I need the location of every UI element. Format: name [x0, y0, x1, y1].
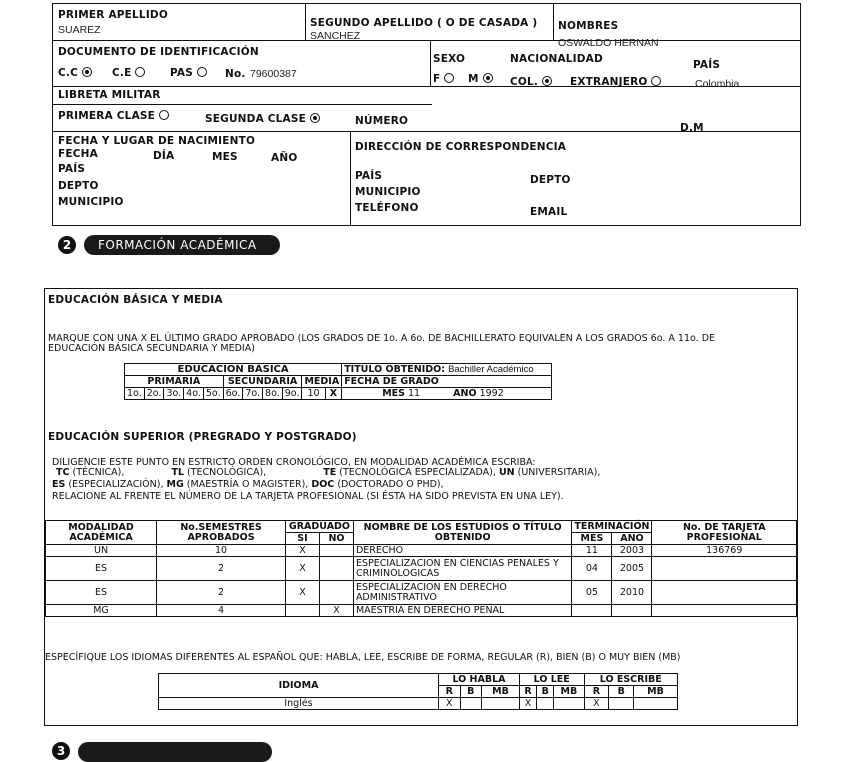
- media-label: MEDIA: [302, 376, 342, 388]
- municipio-nac-label: MUNICIPIO: [58, 196, 124, 208]
- superior-instr-1: DILIGENCIE ESTE PUNTO EN ESTRICTO ORDEN CRONOLÓGICO, EN MODALIDAD ACADÉMICA ESCRIBA:: [52, 457, 536, 468]
- tl-code: TL: [171, 467, 184, 478]
- ano-value: 1992: [479, 388, 504, 399]
- grade-cell[interactable]: 1o.: [125, 388, 145, 400]
- grade-cell[interactable]: 10: [302, 388, 325, 400]
- fecha-grado-value[interactable]: [342, 388, 552, 400]
- ano-cell[interactable]: 2003: [612, 545, 652, 557]
- primera-clase-label: PRIMERA CLASE: [58, 110, 156, 122]
- depto-nac-label: DEPTO: [58, 180, 99, 192]
- lee-mb-cell[interactable]: [554, 698, 584, 710]
- mes-label: MES: [382, 388, 405, 399]
- pais-label: PAÍS: [693, 59, 721, 71]
- tarjeta-cell[interactable]: 136769: [652, 545, 797, 557]
- grade-cell[interactable]: 6o.: [223, 388, 243, 400]
- mes-header: MES: [572, 533, 612, 545]
- b-header: B: [609, 686, 634, 698]
- table-row: [46, 545, 797, 557]
- grade-cell[interactable]: 2o.: [144, 388, 164, 400]
- cc-option[interactable]: [58, 67, 92, 79]
- doc-code: DOC: [311, 479, 335, 490]
- grade-cell-marked[interactable]: X: [325, 388, 342, 400]
- si-cell[interactable]: X: [286, 581, 320, 605]
- dm-label: D.M: [680, 122, 704, 134]
- section-3-title: [78, 742, 272, 762]
- grade-cell[interactable]: 9o.: [282, 388, 302, 400]
- un-code: UN: [498, 467, 515, 478]
- dia-label: DÍA: [153, 150, 175, 162]
- nombre-cell[interactable]: ESPECIALIZACION EN CIENCIAS PENALES Y CRIMINOLOGICAS: [353, 557, 571, 581]
- ce-label: C.E: [112, 67, 132, 79]
- dir-pais-label: PAÍS: [355, 170, 383, 182]
- table-row: [159, 698, 678, 710]
- si-cell[interactable]: X: [286, 557, 320, 581]
- nombre-cell[interactable]: ESPECIALIZACION EN DERECHO ADMINISTRATIVO: [353, 581, 571, 605]
- section-2-number: 2: [58, 236, 76, 254]
- segundo-apellido-label: SEGUNDO APELLIDO ( O DE CASADA ): [310, 17, 538, 29]
- segunda-clase-option[interactable]: [205, 113, 320, 125]
- r-header: R: [439, 686, 461, 698]
- grade-cell[interactable]: 3o.: [164, 388, 184, 400]
- f-radio[interactable]: [444, 73, 454, 83]
- titulo-value: Bachiller Académico: [448, 364, 534, 375]
- idiomas-instr: ESPECÍFIQUE LOS IDIOMAS DIFERENTES AL ESPAÑOL QUE: HABLA, LEE, ESCRIBE DE FORMA, REGULAR (R), BIEN (B) O MUY BIEN (MB): [45, 652, 681, 663]
- modalidad-cell[interactable]: UN: [46, 545, 157, 557]
- mb-header: MB: [634, 686, 678, 698]
- lee-b-cell[interactable]: [537, 698, 554, 710]
- primer-apellido-value[interactable]: SUAREZ: [58, 24, 101, 36]
- direccion-label: DIRECCIÓN DE CORRESPONDENCIA: [355, 141, 567, 153]
- numero-label: NÚMERO: [355, 115, 409, 127]
- escribe-r-cell[interactable]: X: [584, 698, 609, 710]
- mes-value: 11: [408, 388, 421, 399]
- no-cell[interactable]: [319, 557, 353, 581]
- basica-title: EDUCACIÓN BÁSICA Y MEDIA: [48, 294, 223, 306]
- table-row: [46, 557, 797, 581]
- table-row: [46, 581, 797, 605]
- doc-desc: (DOCTORADO O PHD),: [337, 479, 444, 490]
- superior-instr-4: RELACIONE AL FRENTE EL NÚMERO DE LA TARJETA PROFESIONAL (SI ÉSTA HA SIDO PREVISTA EN UNA LEY).: [52, 491, 564, 502]
- ce-radio[interactable]: [135, 67, 145, 77]
- primer-apellido-label: PRIMER APELLIDO: [58, 9, 168, 21]
- libreta-label: LIBRETA MILITAR: [58, 89, 161, 101]
- mes-cell[interactable]: [572, 605, 612, 617]
- dir-depto-label: DEPTO: [530, 174, 571, 186]
- lee-header: LO LEE: [519, 674, 584, 686]
- tarjeta-cell[interactable]: [652, 605, 797, 617]
- documento-label: DOCUMENTO DE IDENTIFICACIÓN: [58, 46, 259, 58]
- divider: [305, 3, 306, 40]
- secundaria-label: SECUNDARIA: [223, 376, 302, 388]
- segunda-clase-radio[interactable]: [310, 113, 320, 123]
- no-cell[interactable]: [319, 545, 353, 557]
- si-cell[interactable]: X: [286, 545, 320, 557]
- f-label: F: [433, 73, 441, 85]
- extranjero-option[interactable]: [570, 76, 661, 88]
- semestres-cell[interactable]: 10: [157, 545, 286, 557]
- col-option[interactable]: [510, 76, 552, 88]
- basica-instr-2: EDUCACIÓN BÁSICA SECUNDARIA Y MEDIA): [48, 343, 255, 354]
- superior-table: [45, 520, 797, 617]
- semestres-cell[interactable]: 4: [157, 605, 286, 617]
- cc-label: C.C: [58, 67, 79, 79]
- col-radio[interactable]: [542, 76, 552, 86]
- titulo-cell[interactable]: [342, 364, 552, 376]
- telefono-label: TELÉFONO: [355, 202, 419, 214]
- f-option[interactable]: [433, 73, 454, 85]
- nombre-header: NOMBRE DE LOS ESTUDIOS O TÍTULO OBTENIDO: [353, 521, 571, 545]
- documento-numero[interactable]: 79600387: [250, 68, 297, 80]
- titulo-label: TÍTULO OBTENIDO:: [344, 364, 446, 375]
- te-desc: (TECNOLÓGICA ESPECIALIZADA),: [339, 467, 496, 478]
- superior-instr-2: [56, 467, 600, 478]
- basica-table: [124, 363, 552, 400]
- divider: [350, 131, 351, 226]
- ce-option[interactable]: [112, 67, 145, 79]
- ano-cell[interactable]: 2010: [612, 581, 652, 605]
- m-radio[interactable]: [483, 73, 493, 83]
- table-row: [46, 605, 797, 617]
- r-header: R: [519, 686, 536, 698]
- divider: [52, 86, 801, 87]
- grade-cell[interactable]: 7o.: [243, 388, 263, 400]
- primera-clase-radio[interactable]: [159, 110, 169, 120]
- te-code: TE: [323, 467, 337, 478]
- dir-municipio-label: MUNICIPIO: [355, 186, 421, 198]
- primaria-label: PRIMARIA: [125, 376, 224, 388]
- mg-desc: (MAESTRÍA O MAGISTER),: [186, 479, 309, 490]
- semestres-cell[interactable]: 2: [157, 581, 286, 605]
- email-label: EMAIL: [530, 206, 568, 218]
- nombres-label: NOMBRES: [558, 20, 619, 32]
- basica-instr-1: MARQUE CON UNA X EL ÚLTIMO GRADO APROBADO (LOS GRADOS DE 1o. A 6o. DE BACHILLERATO EQUIVALEN A LOS GRADOS 6o. A 11o. DE: [48, 333, 716, 344]
- section-2-title: FORMACIÓN ACADÉMICA: [84, 235, 280, 255]
- terminacion-header: TERMINACIÓN: [572, 521, 652, 533]
- no-cell[interactable]: X: [319, 605, 353, 617]
- superior-instr-3: [52, 479, 444, 490]
- mb-header: MB: [481, 686, 519, 698]
- habla-r-cell[interactable]: X: [439, 698, 461, 710]
- pas-option[interactable]: [170, 67, 207, 79]
- divider: [553, 3, 554, 40]
- pais-nac-label: PAÍS: [58, 163, 86, 175]
- b-header: B: [537, 686, 554, 698]
- fecha-grado-label: FECHA DE GRADO: [342, 376, 552, 388]
- si-cell[interactable]: [286, 605, 320, 617]
- r-header: R: [584, 686, 609, 698]
- escribe-header: LO ESCRIBE: [584, 674, 678, 686]
- sexo-label: SEXO: [433, 53, 466, 65]
- tarjeta-cell[interactable]: [652, 557, 797, 581]
- extranjero-radio[interactable]: [651, 76, 661, 86]
- m-option[interactable]: [468, 73, 493, 85]
- basica-header: EDUCACIÓN BÁSICA: [125, 364, 342, 376]
- nacionalidad-label: NACIONALIDAD: [510, 53, 603, 65]
- grade-cell[interactable]: 5o.: [203, 388, 223, 400]
- ano-cell[interactable]: [612, 605, 652, 617]
- modalidad-cell[interactable]: ES: [46, 581, 157, 605]
- tc-desc: (TÉCNICA),: [72, 467, 125, 478]
- tarjeta-header: No. DE TARJETA PROFESIONAL: [652, 521, 797, 545]
- mes-cell[interactable]: 05: [572, 581, 612, 605]
- tc-code: TC: [56, 467, 70, 478]
- nombres-value[interactable]: OSWALDO HERNAN: [558, 37, 659, 49]
- escribe-mb-cell[interactable]: [634, 698, 678, 710]
- grade-cell[interactable]: 4o.: [184, 388, 204, 400]
- ano-label: AÑO: [453, 388, 477, 399]
- nombre-cell[interactable]: DERECHO: [353, 545, 571, 557]
- b-header: B: [460, 686, 481, 698]
- mb-header: MB: [554, 686, 584, 698]
- modalidad-cell[interactable]: ES: [46, 557, 157, 581]
- superior-title: EDUCACIÓN SUPERIOR (PREGRADO Y POSTGRADO): [48, 431, 357, 443]
- segunda-clase-label: SEGUNDA CLASE: [205, 113, 307, 125]
- es-desc: (ESPECIALIZACIÓN),: [68, 479, 164, 490]
- habla-header: LO HABLA: [439, 674, 520, 686]
- m-label: M: [468, 73, 479, 85]
- col-label: COL.: [510, 76, 539, 88]
- pas-radio[interactable]: [197, 67, 207, 77]
- es-code: ES: [52, 479, 66, 490]
- semestres-header: No.SEMESTRES APROBADOS: [157, 521, 286, 545]
- modalidad-header: MODALIDAD ACADÉMICA: [46, 521, 157, 545]
- pas-label: PAS: [170, 67, 194, 79]
- tl-desc: (TECNOLÓGICA),: [187, 467, 267, 478]
- mes-cell[interactable]: 04: [572, 557, 612, 581]
- un-desc: (UNIVERSITARIA),: [517, 467, 601, 478]
- section-3-number: 3: [52, 742, 70, 760]
- pais-value[interactable]: Colombia: [695, 78, 740, 90]
- ano-cell[interactable]: 2005: [612, 557, 652, 581]
- idiomas-table: [158, 673, 678, 710]
- escribe-b-cell[interactable]: [609, 698, 634, 710]
- no-header: NO: [319, 533, 353, 545]
- nombre-cell[interactable]: MAESTRIA EN DERECHO PENAL: [353, 605, 571, 617]
- mes-label: MES: [212, 151, 238, 163]
- extranjero-label: EXTRANJERO: [570, 76, 648, 88]
- divider: [52, 104, 432, 105]
- habla-b-cell[interactable]: [460, 698, 481, 710]
- idioma-header: IDIOMA: [159, 674, 439, 698]
- no-cell[interactable]: [319, 581, 353, 605]
- ano-label: AÑO: [271, 152, 298, 164]
- lee-r-cell[interactable]: X: [519, 698, 536, 710]
- grade-cell[interactable]: 8o.: [263, 388, 283, 400]
- segundo-apellido-value[interactable]: SANCHEZ: [310, 30, 361, 42]
- divider: [430, 40, 431, 86]
- habla-mb-cell[interactable]: [481, 698, 519, 710]
- fecha-lugar-label: FECHA Y LUGAR DE NACIMIENTO: [58, 135, 256, 147]
- semestres-cell[interactable]: 2: [157, 557, 286, 581]
- primera-clase-option[interactable]: [58, 110, 169, 122]
- mes-cell[interactable]: 11: [572, 545, 612, 557]
- graduado-header: GRADUADO: [286, 521, 354, 533]
- cc-radio[interactable]: [82, 67, 92, 77]
- ano-header: AÑO: [612, 533, 652, 545]
- fecha-label: FECHA: [58, 148, 98, 160]
- modalidad-cell[interactable]: MG: [46, 605, 157, 617]
- si-header: SI: [286, 533, 320, 545]
- tarjeta-cell[interactable]: [652, 581, 797, 605]
- mg-code: MG: [166, 479, 184, 490]
- divider: [52, 40, 801, 41]
- no-label: No.: [225, 68, 246, 80]
- idioma-cell[interactable]: Inglés: [159, 698, 439, 710]
